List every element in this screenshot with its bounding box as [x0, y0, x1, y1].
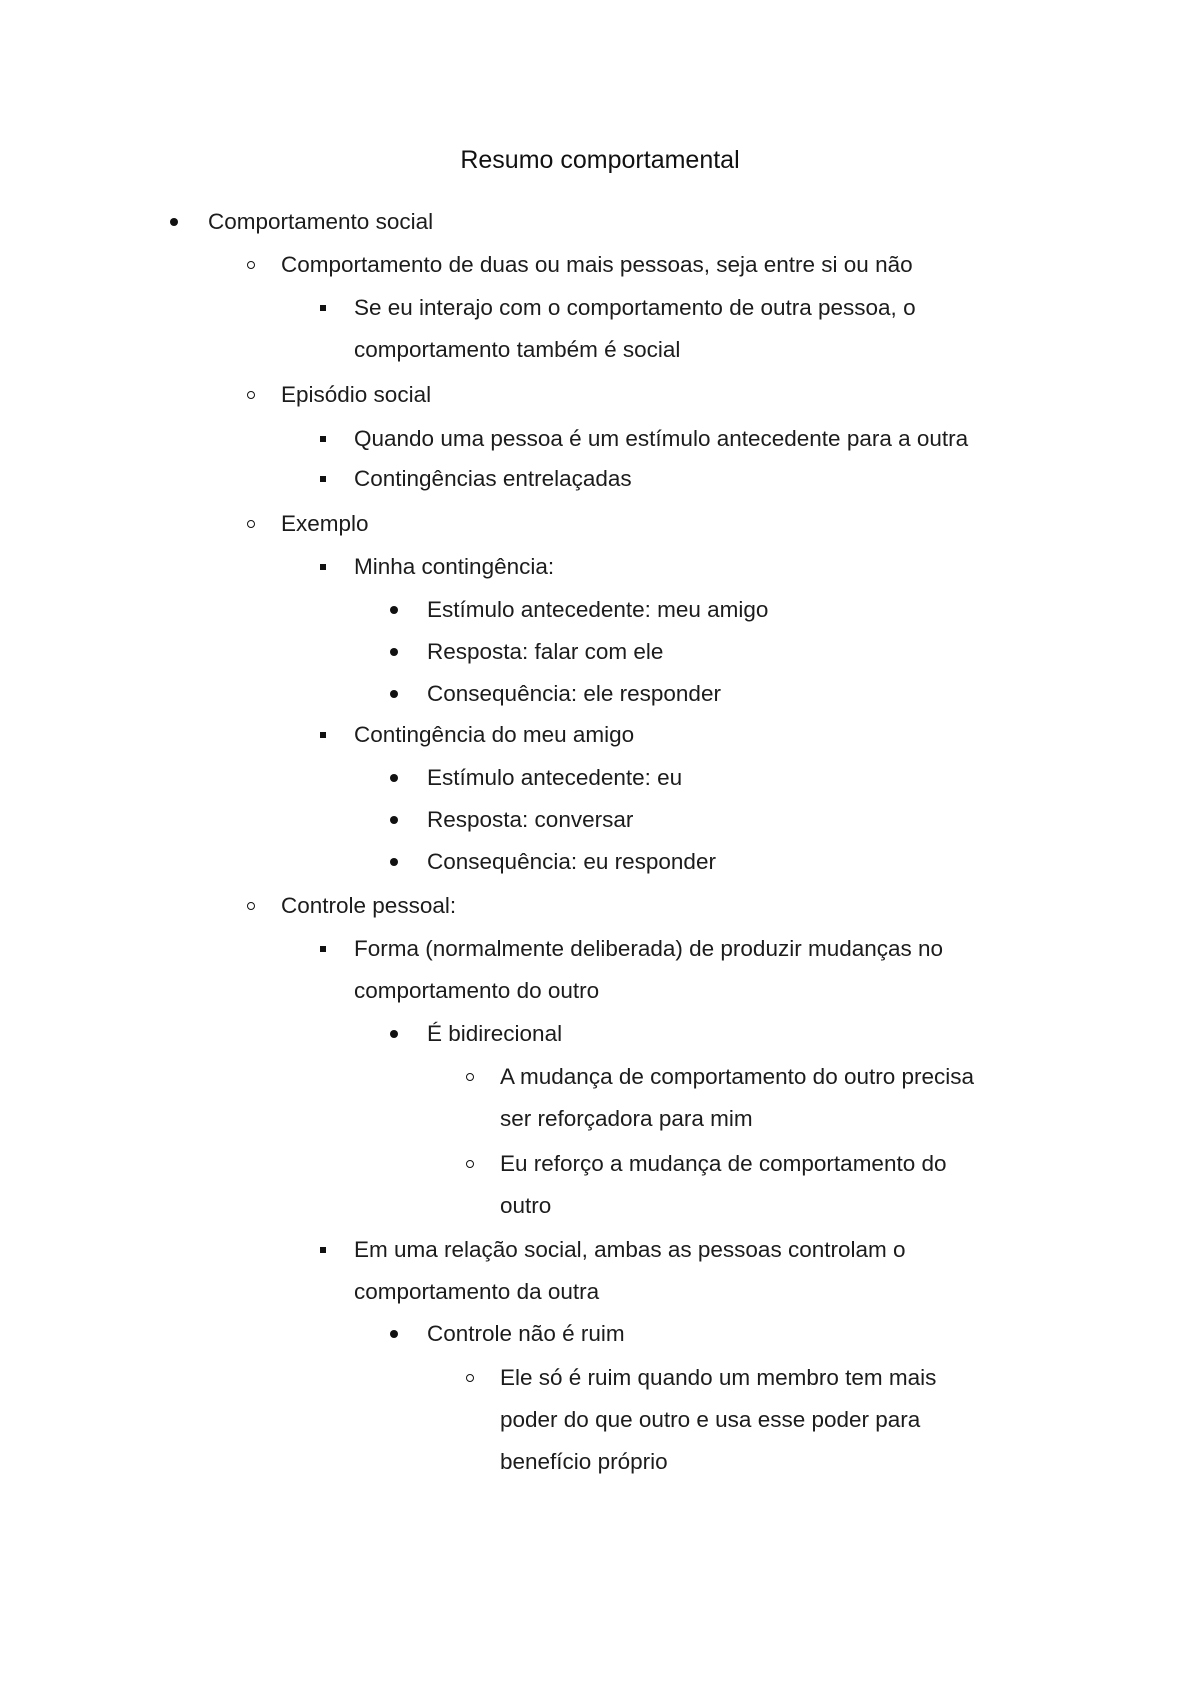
list-item-level4 [427, 848, 716, 876]
bullet-disc-icon [390, 648, 398, 656]
list-item-level2 [281, 381, 431, 409]
bullet-disc-icon [170, 218, 178, 226]
list-item-text-line: ser reforçadora para mim [500, 1106, 753, 1131]
list-item-text: Exemplo [281, 511, 369, 536]
list-item-text-line: comportamento também é social [354, 337, 681, 362]
list-item-level3 [354, 465, 632, 493]
list-item-text-line: Eu reforço a mudança de comportamento do [500, 1151, 947, 1176]
list-item-text: Quando uma pessoa é um estímulo antecedente para a outra [354, 426, 969, 451]
bullet-circle-icon [247, 391, 255, 399]
bullet-circle-icon [247, 902, 255, 910]
list-item-text-line: comportamento do outro [354, 978, 600, 1003]
list-item-text: Resposta: conversar [427, 807, 634, 832]
list-item-level4 [427, 764, 682, 792]
bullet-circle-icon [466, 1374, 474, 1382]
list-item-level3 [354, 721, 634, 749]
list-item-level5 [500, 1150, 947, 1220]
bullet-square-icon [320, 564, 326, 570]
bullet-circle-icon [466, 1160, 474, 1168]
list-item-level3 [354, 935, 943, 1005]
bullet-disc-icon [390, 690, 398, 698]
list-item-text: Controle não é ruim [427, 1321, 625, 1346]
bullet-disc-icon [390, 1330, 398, 1338]
list-item-level4 [427, 1020, 562, 1048]
bullet-disc-icon [390, 774, 398, 782]
list-item-text: Episódio social [281, 382, 432, 407]
bullet-disc-icon [390, 606, 398, 614]
document-title: Resumo comportamental [460, 146, 740, 174]
bullet-square-icon [320, 476, 326, 482]
list-item-level4 [427, 638, 663, 666]
list-item-text: Comportamento social [208, 209, 434, 234]
list-item-text-line: Forma (normalmente deliberada) de produzir mudanças no [354, 936, 944, 961]
bullet-disc-icon [390, 858, 398, 866]
bullet-circle-icon [247, 261, 255, 269]
list-item-level4 [427, 596, 768, 624]
bullet-square-icon [320, 946, 326, 952]
bullet-square-icon [320, 436, 326, 442]
bullet-square-icon [320, 732, 326, 738]
list-item-level5 [500, 1063, 974, 1133]
bullet-square-icon [320, 305, 326, 311]
list-item-level4 [427, 1320, 625, 1348]
list-item-text-line: Ele só é ruim quando um membro tem mais [500, 1365, 937, 1390]
list-item-text: Comportamento de duas ou mais pessoas, seja entre si ou não [281, 252, 913, 277]
list-item-text: Minha contingência: [354, 554, 555, 579]
list-item-text: Controle pessoal: [281, 893, 457, 918]
bullet-circle-icon [466, 1073, 474, 1081]
list-item-text-line: comportamento da outra [354, 1279, 600, 1304]
list-item-text: Contingências entrelaçadas [354, 466, 632, 491]
list-item-level5 [500, 1364, 936, 1476]
list-item-text-line: poder do que outro e usa esse poder para [500, 1407, 921, 1432]
list-item-level3 [354, 294, 916, 364]
list-item-level3 [354, 1236, 906, 1306]
bullet-disc-icon [390, 816, 398, 824]
list-item-text: É bidirecional [427, 1021, 563, 1046]
list-item-text: Estímulo antecedente: meu amigo [427, 597, 769, 622]
list-item-text: Consequência: eu responder [427, 849, 716, 874]
list-item-text: Estímulo antecedente: eu [427, 765, 683, 790]
list-item-level1 [208, 208, 433, 236]
list-item-level4 [427, 680, 721, 708]
list-item-text-line: A mudança de comportamento do outro precisa [500, 1064, 975, 1089]
bullet-disc-icon [390, 1030, 398, 1038]
list-item-level3 [354, 553, 554, 581]
list-item-text-line: Em uma relação social, ambas as pessoas controlam o [354, 1237, 906, 1262]
list-item-text-line: benefício próprio [500, 1449, 668, 1474]
list-item-level4 [427, 806, 633, 834]
list-item-text: Contingência do meu amigo [354, 722, 635, 747]
bullet-square-icon [320, 1247, 326, 1253]
list-item-level2 [281, 892, 456, 920]
list-item-text-line: Se eu interajo com o comportamento de outra pessoa, o [354, 295, 916, 320]
list-item-level2 [281, 251, 913, 279]
list-item-level3 [354, 425, 968, 453]
bullet-circle-icon [247, 520, 255, 528]
list-item-text: Consequência: ele responder [427, 681, 721, 706]
list-item-text: Resposta: falar com ele [427, 639, 664, 664]
list-item-level2 [281, 510, 369, 538]
list-item-text-line: outro [500, 1193, 552, 1218]
